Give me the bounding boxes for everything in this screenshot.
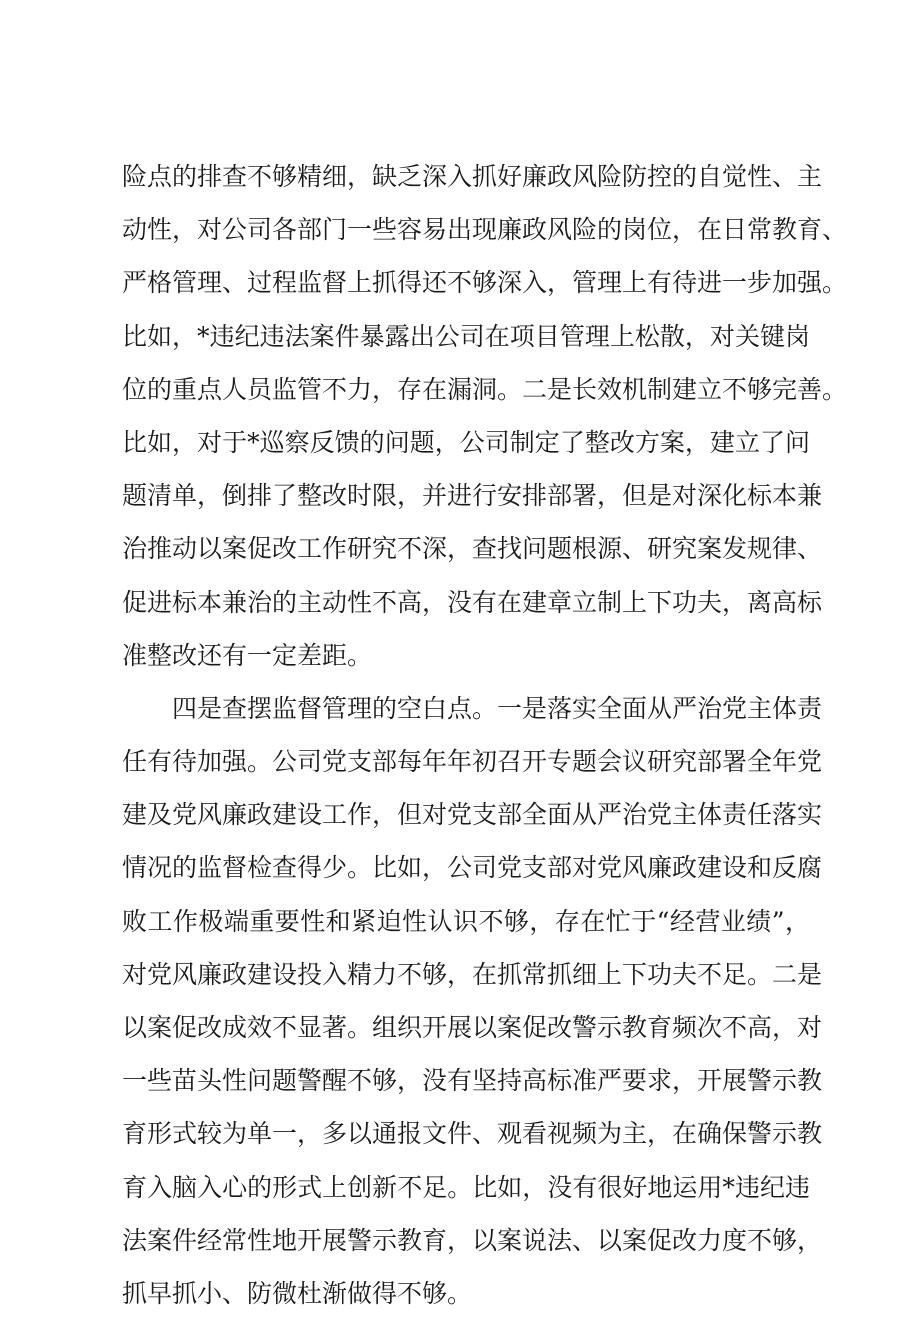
text-line: 严格管理、过程监督上抓得还不够深入，管理上有待进一步加强。 (122, 268, 848, 298)
text-line: 比如，*违纪违法案件暴露出公司在项目管理上松散，对关键岗 (122, 321, 810, 351)
text-line: 位的重点人员监管不力，存在漏洞。二是长效机制建立不够完善。 (122, 374, 848, 404)
text-line: 动性，对公司各部门一些容易出现廉政风险的岗位，在日常教育、 (122, 215, 848, 245)
document-body (122, 150, 848, 1320)
text-line: 对党风廉政建设投入精力不够，在抓常抓细上下功夫不足。二是 (122, 959, 823, 989)
text-line: 败工作极端重要性和紧迫性认识不够，存在忙于“经营业绩”， (122, 906, 810, 936)
text-line: 抓早抓小、防微杜渐做得不够。 (122, 1278, 473, 1308)
text-line: 育入脑入心的形式上创新不足。比如，没有很好地运用*违纪违 (122, 1172, 810, 1202)
text-line: 比如，对于*巡察反馈的问题，公司制定了整改方案，建立了问 (122, 427, 810, 457)
text-line: 题清单，倒排了整改时限，并进行安排部署，但是对深化标本兼 (122, 481, 823, 511)
text-line: 准整改还有一定差距。 (122, 640, 373, 670)
text-line: 育形式较为单一，多以通报文件、观看视频为主，在确保警示教 (122, 1119, 823, 1149)
text-line: 情况的监督检查得少。比如，公司党支部对党风廉政建设和反腐 (122, 853, 823, 883)
text-line: 险点的排查不够精细，缺乏深入抓好廉政风险防控的自觉性、主 (122, 162, 823, 191)
text-line: 治推动以案促改工作研究不深，查找问题根源、研究案发规律、 (122, 534, 823, 564)
text-line: 法案件经常性地开展警示教育，以案说法、以案促改力度不够， (122, 1225, 823, 1255)
text-line: 任有待加强。公司党支部每年年初召开专题会议研究部署全年党 (122, 747, 823, 777)
text-line: 一些苗头性问题警醒不够，没有坚持高标准严要求，开展警示教 (122, 1066, 823, 1096)
text-line: 以案促改成效不显著。组织开展以案促改警示教育频次不高，对 (122, 1013, 823, 1042)
paragraph-2 (122, 682, 823, 1320)
text-line: 促进标本兼治的主动性不高，没有在建章立制上下功夫，离高标 (122, 587, 823, 617)
text-line: 四是查摆监督管理的空白点。一是落实全面从严治党主体责 (172, 693, 823, 723)
text-line: 建及党风廉政建设工作，但对党支部全面从严治党主体责任落实 (122, 800, 823, 830)
paragraph-1 (122, 150, 848, 682)
